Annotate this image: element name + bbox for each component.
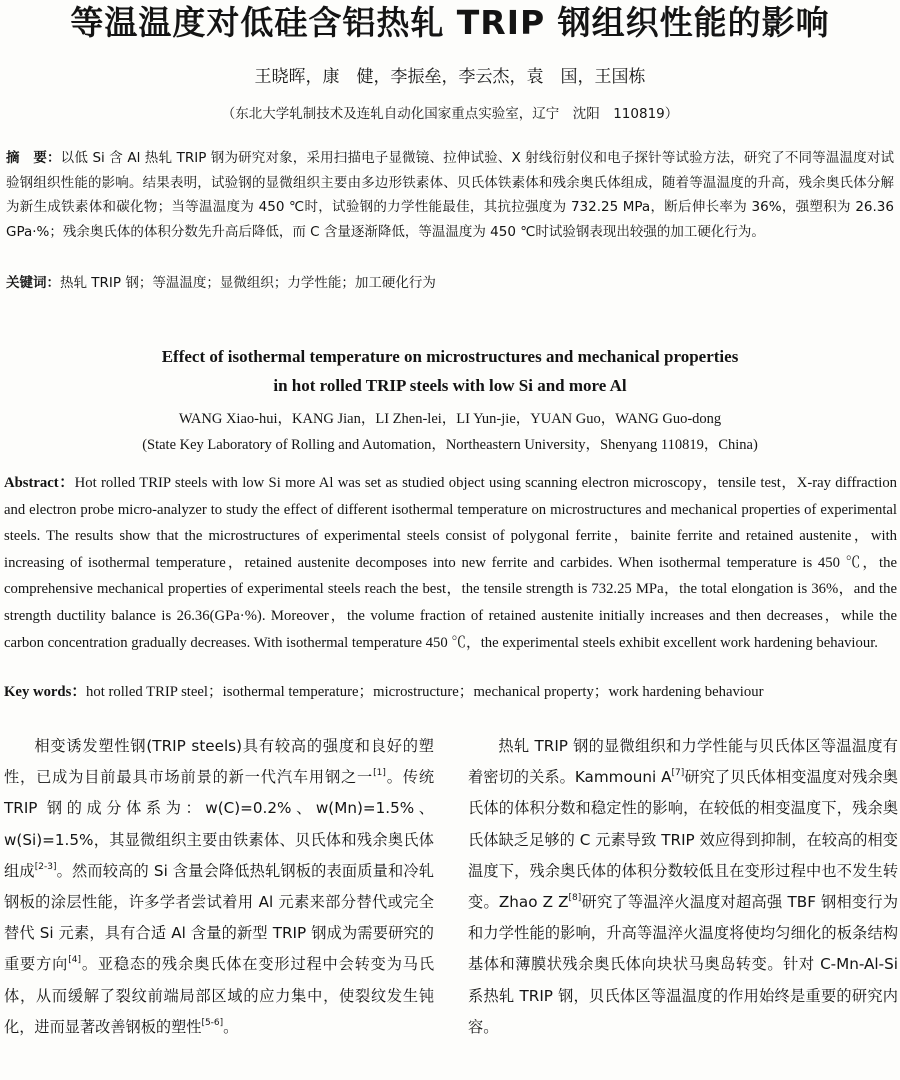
citation-ref: [7] <box>671 768 685 779</box>
body-text: 。 <box>223 1017 239 1036</box>
body-text: 。亚稳态的残余奥氏体在变形过程中会转变为马氏体，从而缓解了裂纹前端局部区域的应力集中，使裂纹发生钝化，进而显著改善钢板的塑性 <box>4 955 435 1036</box>
authors-cn: 王晓晖，康 健，李振垒，李云杰，袁 国，王国栋 <box>254 67 646 87</box>
citation-ref: [4] <box>68 955 81 966</box>
body-text: 相变诱发塑性钢(TRIP steels)具有较高的强度和良好的塑性，已成为目前最具市场前景的新一代汽车用钢之一 <box>4 737 434 787</box>
body-paragraph <box>4 731 434 1043</box>
body-text: 。传统 TRIP 钢的成分体系为：w(C)=0.2%、w(Mn)=1.5%、w(Si)=1.5%，其显微组织主要由铁素体、贝氏体和残余奥氏体组成 <box>4 768 435 880</box>
abstract-en-text: Hot rolled TRIP steels with low Si more Al was set as studied object using scanning electron microscopy，tensile test，X-ray diffraction and electron probe micro-analyzer to study the effect of different isothermal temperature on microstructures and mechanical properties of experimental steels. The results show that the microstructures of experimental steels consist of polygonal ferrite，bainite ferrite and retained austenite，with increasing of isothermal temperature，retained austenite decomposes into new ferrite and carbides. When isothermal temperature is 450 ℃，the comprehensive mechanical properties of experimental steels reach the best，the tensile strength is 732.25 MPa，the total elongation is 36%，and the strength ductility balance is 26.36(GPa·%). Moreover，the volume fraction of retained austenite initially increases and then decreases，while the carbon concentration gradually decreases. With isothermal temperature 450 ℃，the experimental steels exhibit excellent work hardening behaviour. <box>4 475 898 651</box>
body-text: 研究了贝氏体相变温度对残余奥氏体的体积分数和稳定性的影响，在较低的相变温度下，残余奥氏体缺乏足够的 C 元素导致 TRIP 效应得到抑制，在较高的相变温度下，残余奥氏体的体积分数较低且在变形过程中也不发生转变。Zhao Z Z <box>468 768 898 912</box>
body-column-left <box>4 731 434 1043</box>
body-text: 研究了等温淬火温度对超高强 TBF 钢相变行为和力学性能的影响，升高等温淬火温度将使均匀细化的板条结构基体和薄膜状残余奥氏体向块状马奥岛转变。针对 C-Mn-Al-Si 系热轧 TRIP 钢，贝氏体区等温温度的作用始终是重要的研究内容。 <box>468 893 899 1036</box>
citation-ref: [1] <box>373 768 386 779</box>
body-column-right <box>468 731 898 1043</box>
abstract-en <box>4 470 897 656</box>
keywords-cn-label: 关键词： <box>6 275 60 291</box>
affiliation-cn: （东北大学轧制技术及连轧自动化国家重点实验室，辽宁 沈阳 110819） <box>221 106 679 122</box>
keywords-cn <box>6 271 894 295</box>
citation-ref: [5-6] <box>201 1017 224 1028</box>
abstract-en-label: Abstract： <box>4 475 75 491</box>
body-paragraph <box>468 731 898 1043</box>
keywords-en-label: Key words： <box>4 684 87 700</box>
authors-en: WANG Xiao-hui，KANG Jian，LI Zhen-lei，LI Yun-jie，YUAN Guo，WANG Guo-dong <box>178 411 722 427</box>
citation-ref: [8] <box>568 893 582 904</box>
keywords-en-text: hot rolled TRIP steel；isothermal temperature；microstructure；mechanical property；work hardening behaviour <box>86 684 764 700</box>
citation-ref: [2-3] <box>34 861 57 872</box>
abstract-cn <box>6 146 894 244</box>
body-text: 。然而较高的 Si 含量会降低热轧钢板的表面质量和冷轧钢板的涂层性能，许多学者尝试着用 Al 元素来部分替代或完全替代 Si 元素，具有合适 Al 含量的新型 TRIP 钢成为需要研究的重要方向 <box>4 861 434 974</box>
abstract-cn-text: 以低 Si 含 Al 热轧 TRIP 钢为研究对象，采用扫描电子显微镜、拉伸试验、X 射线衍射仪和电子探针等试验方法，研究了不同等温温度对试验钢组织性能的影响。结果表明，试验钢的显微组织主要由多边形铁素体、贝氏体铁素体和残余奥氏体组成，随着等温温度的升高，残余奥氏体分解为新生成铁素体和碳化物；当等温温度为 450 ℃时，试验钢的力学性能最佳，其抗拉强度为 732.25 MPa，断后伸长率为 36%，强塑积为 26.36 GPa·%；残余奥氏体的体积分数先升高后降低，而 C 含量逐渐降低，等温温度为 450 ℃时试验钢表现出较强的加工硬化行为。 <box>6 150 895 240</box>
paper-title-en-line1: Effect of isothermal temperature on microstructures and mechanical properties <box>161 347 739 366</box>
paper-title-cn: 等温温度对低硅含铝热轧 TRIP 钢组织性能的影响 <box>70 3 830 42</box>
keywords-cn-text: 热轧 TRIP 钢；等温温度；显微组织；力学性能；加工硬化行为 <box>60 275 436 291</box>
keywords-en <box>4 681 897 703</box>
paper-title-en-line2: in hot rolled TRIP steels with low Si and more Al <box>273 376 627 395</box>
body-text: 热轧 TRIP 钢的显微组织和力学性能与贝氏体区等温温度有着密切的关系。Kammouni A <box>468 737 898 787</box>
abstract-cn-label: 摘 要： <box>6 150 61 166</box>
affiliation-en: (State Key Laboratory of Rolling and Automation，Northeastern University，Shenyang 110819，China) <box>142 437 758 453</box>
